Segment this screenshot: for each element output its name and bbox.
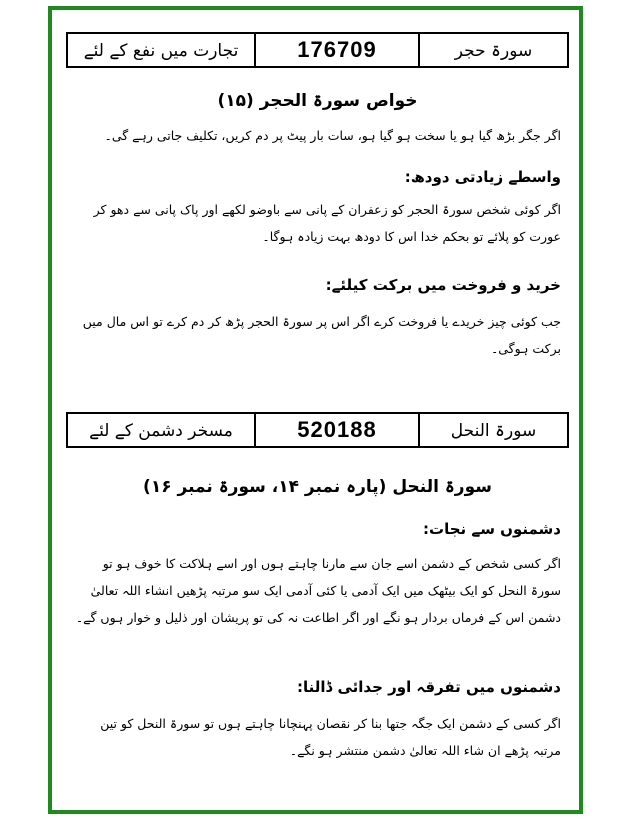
surah-name: سورۃ النحل: [450, 420, 537, 441]
surah-header-hijr: [66, 32, 569, 68]
heading-discord: دشمنوں میں تفرقہ اور جدائی ڈالنا:: [297, 678, 561, 696]
purpose-label: مسخر دشمن کے لئے: [89, 420, 233, 441]
surah-number: 176709: [254, 34, 420, 66]
paragraph-milk: اگر کوئی شخص سورۃ الحجر کو زعفران کے پانی سے باوضو لکھے اور پاک پانی سے دھو کر عورت کو پلائے تو بحکم خدا اس کا دودھ بہت زیادہ ہوگا۔: [93, 202, 561, 244]
heading-enemies: دشمنوں سے نجات:: [423, 520, 561, 538]
surah-header-nahl: [66, 412, 569, 448]
purpose-label: تجارت میں نفع کے لئے: [83, 40, 239, 61]
section-title: سورۃ النحل (پارہ نمبر ۱۴، سورۃ نمبر ۱۶): [143, 477, 492, 497]
paragraph-discord: اگر کسی کے دشمن ایک جگہ جتھا بنا کر نقصان پہنچانا چاہتے ہوں تو سورۃ النحل کو تین مرتبہ پڑھے ان شاء اللہ تعالیٰ دشمن منتشر ہو نگے۔: [100, 716, 561, 758]
intro-text: اگر جگر بڑھ گیا ہو یا سخت ہو گیا ہو، سات بار پیٹ پر دم کریں، تکلیف جاتی رہے گی۔: [104, 128, 561, 143]
paragraph-enemies: اگر کسی شخص کے دشمن اسے جان سے مارنا چاہتے ہوں اور اسے ہلاکت کا خوف ہو تو سورۃ النحل کو ایک بیٹھک میں ایک آدمی یا کئی آدمی ایک سو مرتبہ پڑھیں انشاء اللہ تعالیٰ دشمن اس کے فرماں بردار ہو نگے اور اگر اطاعت نہ کی تو پریشان اور ذلیل و خوار ہوں گے۔: [75, 556, 561, 625]
surah-number: 520188: [254, 414, 420, 446]
page-frame: [48, 6, 583, 814]
section-title: خواص سورۃ الحجر (۱۵): [217, 91, 418, 111]
surah-name: سورۃ حجر: [454, 40, 533, 61]
heading-milk: واسطے زیادتی دودھ:: [404, 168, 561, 186]
paragraph-trade: جب کوئی چیز خریدے یا فروخت کرے اگر اس پر سورۃ الحجر پڑھ کر دم کرے تو اس مال میں برکت ہوگی۔: [82, 314, 561, 356]
heading-trade: خرید و فروخت میں برکت کیلئے:: [325, 276, 561, 294]
